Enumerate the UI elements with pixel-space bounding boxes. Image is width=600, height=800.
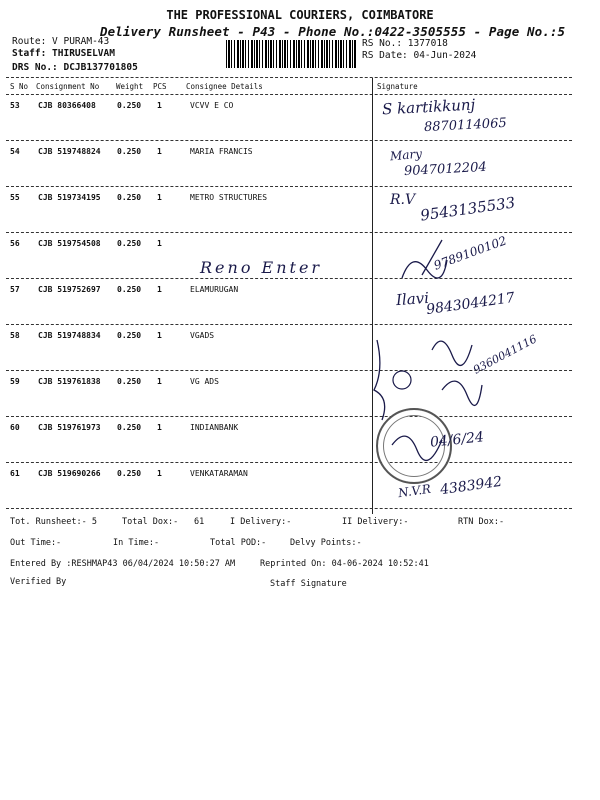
col-header-consignment: Consignment No <box>36 82 100 91</box>
col-header-sno: S No <box>10 82 29 91</box>
signature-phone: 9047012204 <box>403 159 488 180</box>
signature-phone: 9843044217 <box>425 289 516 319</box>
row-pcs: 1 <box>157 331 162 340</box>
row-weight: 0.250 <box>117 469 142 478</box>
total-dox-label: Total Dox:- <box>122 517 179 527</box>
company-name: THE PROFESSIONAL COURIERS, COIMBATORE <box>166 8 434 22</box>
col-header-signature: Signature <box>377 82 418 91</box>
signature-phone: 9360041116 <box>471 332 539 377</box>
row-pcs: 1 <box>157 377 162 386</box>
row-consignee: VCVV E CO <box>190 101 234 110</box>
row-consignee: MARIA FRANCIS <box>190 147 253 156</box>
total-runsheet: Tot. Runsheet:- 5 <box>10 517 97 527</box>
ii-delivery: II Delivery:- <box>342 517 409 527</box>
signature-phone: 9789100102 <box>431 233 509 273</box>
col-header-weight: Weight <box>116 82 144 91</box>
handwritten-note: Reno Enter <box>200 258 323 277</box>
row-consignment-no: CJB 519752697 <box>38 285 101 294</box>
row-consignment-no: CJB 519690266 <box>38 469 101 478</box>
total-pod: Total POD:- <box>210 538 267 548</box>
row-sno: 60 <box>10 423 20 432</box>
delvy-points: Delvy Points:- <box>290 538 362 548</box>
rtn-dox: RTN Dox:- <box>458 517 505 527</box>
row-consignment-no: CJB 519748834 <box>38 331 101 340</box>
col-header-consignee: Consignee Details <box>186 82 263 91</box>
row-weight: 0.250 <box>117 423 142 432</box>
row-weight: 0.250 <box>117 239 142 248</box>
drs-number: DRS No.: DCJB137701805 <box>12 62 138 73</box>
signature-phone: 9543135533 <box>419 193 517 225</box>
row-consignment-no: CJB 519761838 <box>38 377 101 386</box>
row-consignee: ELAMURUGAN <box>190 285 239 294</box>
row-weight: 0.250 <box>117 101 142 110</box>
signature-handwriting: N.V.R <box>397 481 432 501</box>
rs-number: RS No.: 1377018 <box>362 38 448 49</box>
row-consignee: INDIANBANK <box>190 423 239 432</box>
in-time: In Time:- <box>113 538 160 548</box>
row-consignee: VG ADS <box>190 377 219 386</box>
row-consignment-no: CJB 519734195 <box>38 193 101 202</box>
row-sno: 57 <box>10 285 20 294</box>
signature-scribbles <box>372 230 572 520</box>
row-consignee: VGADS <box>190 331 215 340</box>
row-sno: 58 <box>10 331 20 340</box>
signature-phone: 8870114065 <box>423 115 508 136</box>
row-weight: 0.250 <box>117 147 142 156</box>
row-consignment-no: CJB 519748824 <box>38 147 101 156</box>
staff-signature: Staff Signature <box>270 579 347 589</box>
signature-phone: 4383942 <box>439 473 504 499</box>
i-delivery: I Delivery:- <box>230 517 292 527</box>
row-pcs: 1 <box>157 193 162 202</box>
row-pcs: 1 <box>157 469 162 478</box>
row-weight: 0.250 <box>117 193 142 202</box>
signature-handwriting: Mary <box>389 146 423 164</box>
signature-date: 04/6/24 <box>429 429 485 451</box>
row-consignment-no: CJB 519761973 <box>38 423 101 432</box>
row-sno: 56 <box>10 239 20 248</box>
staff-label: Staff: THIRUSELVAM <box>12 48 115 59</box>
row-consignee: METRO STRUCTURES <box>190 193 268 202</box>
total-dox-value: 61 <box>194 517 205 527</box>
row-pcs: 1 <box>157 101 162 110</box>
document-title: Delivery Runsheet - P43 - Phone No.:0422-3505555 - Page No.:5 <box>100 24 566 39</box>
row-pcs: 1 <box>157 147 162 156</box>
route-label: Route: V PURAM-43 <box>12 36 110 47</box>
row-sno: 55 <box>10 193 20 202</box>
row-consignment-no: CJB 519754508 <box>38 239 101 248</box>
row-pcs: 1 <box>157 423 162 432</box>
verified-by: Verified By <box>10 577 67 587</box>
rs-date: RS Date: 04-Jun-2024 <box>362 50 477 61</box>
row-sno: 53 <box>10 101 20 110</box>
row-weight: 0.250 <box>117 377 142 386</box>
row-weight: 0.250 <box>117 331 142 340</box>
row-sno: 54 <box>10 147 20 156</box>
reprinted-on: Reprinted On: 04-06-2024 10:52:41 <box>260 559 429 569</box>
row-pcs: 1 <box>157 285 162 294</box>
row-pcs: 1 <box>157 239 162 248</box>
signature-handwriting: S kartikkunj <box>381 95 476 119</box>
barcode-image <box>226 40 356 68</box>
out-time: Out Time:- <box>10 538 62 548</box>
row-consignee: VENKATARAMAN <box>190 469 248 478</box>
col-header-pcs: PCS <box>153 82 167 91</box>
signature-handwriting: Ilavi <box>395 288 430 310</box>
row-consignment-no: CJB 80366408 <box>38 101 96 110</box>
row-sno: 61 <box>10 469 20 478</box>
row-sno: 59 <box>10 377 20 386</box>
entered-by: Entered By :RESHMAP43 06/04/2024 10:50:27 AM <box>10 559 236 569</box>
row-weight: 0.250 <box>117 285 142 294</box>
signature-handwriting: R.V <box>390 192 416 208</box>
